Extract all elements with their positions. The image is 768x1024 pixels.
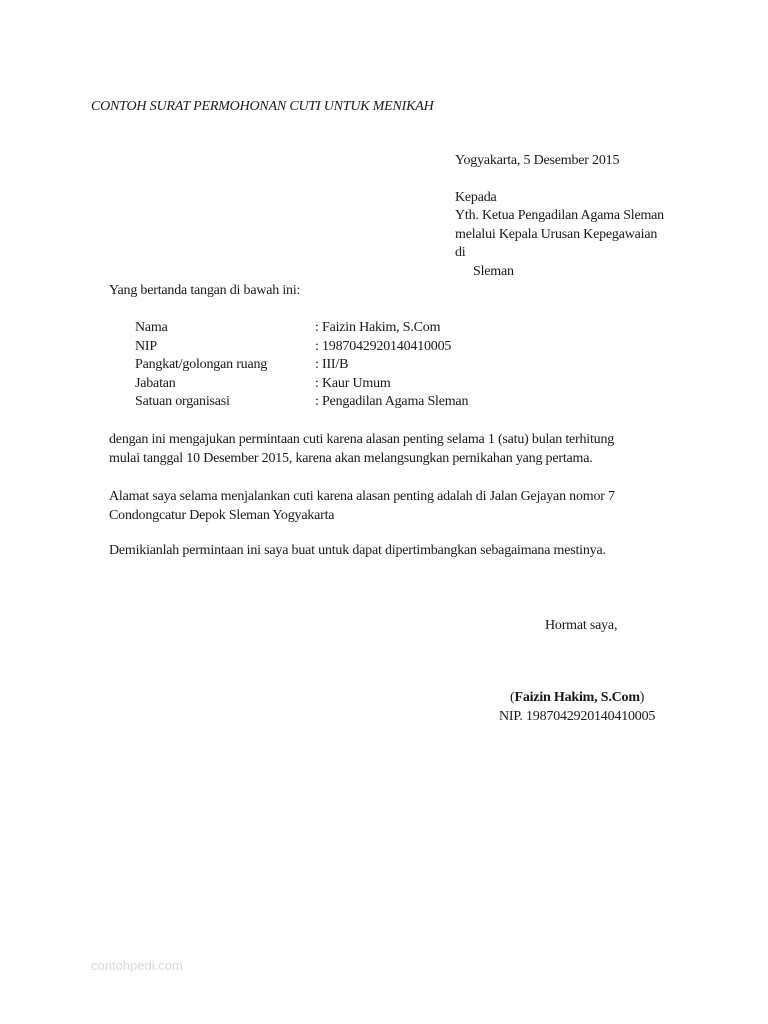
watermark: contohpedi.com bbox=[91, 958, 183, 973]
field-label: Nama bbox=[135, 320, 168, 335]
address-paragraph-line-1: Alamat saya selama menjalankan cuti karena alasan penting adalah di Jalan Gejayan nomor 7 bbox=[109, 489, 615, 504]
field-label: NIP bbox=[135, 338, 157, 354]
closing-salutation: Hormat saya, bbox=[545, 618, 618, 633]
field-value: : 198704292014041000​5 bbox=[315, 338, 452, 354]
field-value: : III/B bbox=[315, 357, 349, 372]
address-paragraph bbox=[109, 488, 679, 525]
address-paragraph-line-2: Condongcatur Depok Sleman Yogyakarta bbox=[109, 507, 335, 523]
field-row bbox=[135, 393, 468, 412]
document-title: CONTOH SURAT PERMOHONAN CUTI UNTUK MENIKAH bbox=[91, 99, 434, 114]
field-row bbox=[135, 319, 468, 338]
field-label: Satuan organisasi bbox=[135, 394, 230, 409]
recipient-line-4: Sleman bbox=[473, 263, 514, 279]
field-label: Pangkat/golongan ruang bbox=[135, 357, 268, 372]
recipient-line-2: melalui Kepala Urusan Kepegawaian bbox=[455, 226, 658, 242]
field-value: : Kaur Umum bbox=[315, 375, 391, 391]
signer-nip: NIP. 198704292014041000​5 bbox=[499, 709, 656, 724]
field-label: Jabatan bbox=[135, 375, 176, 391]
request-paragraph-line-1: dengan ini mengajukan permintaan cuti karena alasan penting selama 1 (satu) bulan terhitung bbox=[109, 432, 615, 447]
applicant-details bbox=[135, 319, 468, 412]
recipient-line-1: Yth. Ketua Pengadilan Agama Sleman bbox=[455, 208, 664, 223]
place-date: Yogyakarta, 5 Desember 2015 bbox=[455, 153, 620, 168]
field-row bbox=[135, 338, 468, 357]
field-row bbox=[135, 375, 468, 394]
opening-statement: Yang bertanda tangan di bawah ini: bbox=[109, 283, 301, 298]
signer-close-paren: ) bbox=[639, 690, 645, 705]
signer-open-paren: ( bbox=[510, 690, 515, 705]
signer-name: Faizin Hakim, S.Com bbox=[514, 690, 640, 705]
recipient-block bbox=[455, 152, 664, 281]
request-paragraph bbox=[109, 431, 679, 468]
field-value: : Pengadilan Agama Sleman bbox=[315, 394, 469, 409]
signer-name-line bbox=[510, 689, 644, 707]
recipient-line-3: di bbox=[455, 245, 466, 260]
request-paragraph-line-2: mulai tanggal 10 Desember 2015, karena akan melangsungkan pernikahan yang pertama. bbox=[109, 450, 593, 466]
recipient-kepada: Kepada bbox=[455, 189, 497, 205]
field-row bbox=[135, 356, 468, 375]
closing-paragraph: Demikianlah permintaan ini saya buat untuk dapat dipertimbangkan sebagaimana mestinya. bbox=[109, 543, 606, 558]
field-value: : Faizin Hakim, S.Com bbox=[315, 320, 441, 335]
